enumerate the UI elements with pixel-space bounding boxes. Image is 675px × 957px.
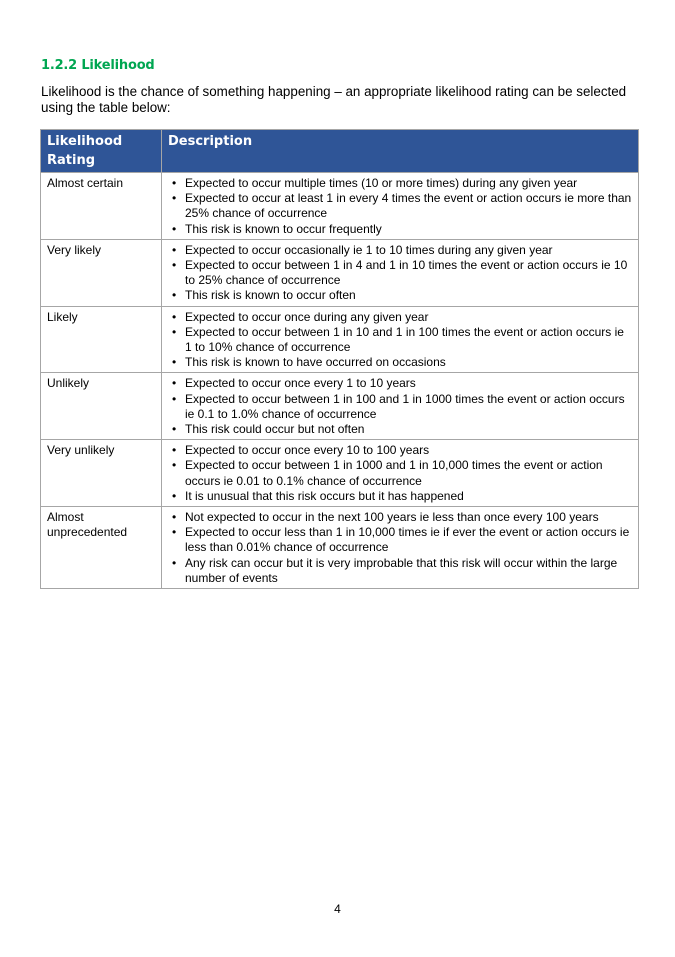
table-header-row — [41, 130, 639, 173]
list-item: • Expected to occur between 1 in 10 and 1 in 100 times the event or action occurs ie 1 to 10% chance of occurrence — [168, 325, 632, 355]
bullet-list — [168, 443, 632, 504]
description-cell — [162, 440, 639, 507]
rating-cell: Very unlikely — [41, 440, 162, 507]
list-item: • Expected to occur occasionally ie 1 to 10 times during any given year — [168, 243, 632, 258]
description-cell — [162, 373, 639, 440]
intro-paragraph: Likelihood is the chance of something happening – an appropriate likelihood rating can be selected using the table below: — [41, 84, 627, 115]
description-cell — [162, 306, 639, 373]
list-item: • This risk is known to have occurred on occasions — [168, 355, 632, 370]
table-row — [41, 507, 639, 589]
table-row — [41, 306, 639, 373]
list-item: • Not expected to occur in the next 100 years ie less than once every 100 years — [168, 510, 632, 525]
bullet-list — [168, 243, 632, 304]
list-item: • This risk is known to occur often — [168, 288, 632, 303]
list-item: • It is unusual that this risk occurs but it has happened — [168, 489, 632, 504]
rating-cell: Almost certain — [41, 173, 162, 240]
bullet-list — [168, 310, 632, 371]
description-cell — [162, 239, 639, 306]
rating-cell: Unlikely — [41, 373, 162, 440]
list-item: • Expected to occur multiple times (10 or more times) during any given year — [168, 176, 632, 191]
list-item: • Expected to occur once during any given year — [168, 310, 632, 325]
list-item: • This risk is known to occur frequently — [168, 222, 632, 237]
rating-cell: Almost unprecedented — [41, 507, 162, 589]
list-item: • Expected to occur less than 1 in 10,000 times ie if ever the event or action occurs ie less than 0.01% chance of occurrence — [168, 525, 632, 555]
list-item: • Expected to occur at least 1 in every 4 times the event or action occurs ie more than 25% chance of occurrence — [168, 191, 632, 221]
table-row — [41, 440, 639, 507]
bullet-list — [168, 176, 632, 237]
rating-cell: Likely — [41, 306, 162, 373]
list-item: • Expected to occur once every 1 to 10 years — [168, 376, 632, 391]
rating-cell: Very likely — [41, 239, 162, 306]
bullet-list — [168, 510, 632, 586]
table-row — [41, 173, 639, 240]
table-row — [41, 373, 639, 440]
list-item: • Expected to occur between 1 in 1000 and 1 in 10,000 times the event or action occurs ie 0.01 to 0.1% chance of occurrence — [168, 458, 632, 488]
list-item: • Expected to occur between 1 in 100 and 1 in 1000 times the event or action occurs ie 0.1 to 1.0% chance of occurrence — [168, 392, 632, 422]
table-row — [41, 239, 639, 306]
page-number: 4 — [334, 902, 341, 916]
list-item: • Expected to occur between 1 in 4 and 1 in 10 times the event or action occurs ie 10 to 25% chance of occurrence — [168, 258, 632, 288]
list-item: • Expected to occur once every 10 to 100 years — [168, 443, 632, 458]
list-item: • Any risk can occur but it is very improbable that this risk will occur within the large number of events — [168, 556, 632, 586]
list-item: • This risk could occur but not often — [168, 422, 632, 437]
bullet-list — [168, 376, 632, 437]
description-cell — [162, 507, 639, 589]
header-description: Description — [162, 130, 639, 173]
description-cell — [162, 173, 639, 240]
likelihood-table — [40, 129, 639, 589]
section-heading: 1.2.2 Likelihood — [41, 58, 155, 73]
header-likelihood-rating: Likelihood Rating — [41, 130, 162, 173]
